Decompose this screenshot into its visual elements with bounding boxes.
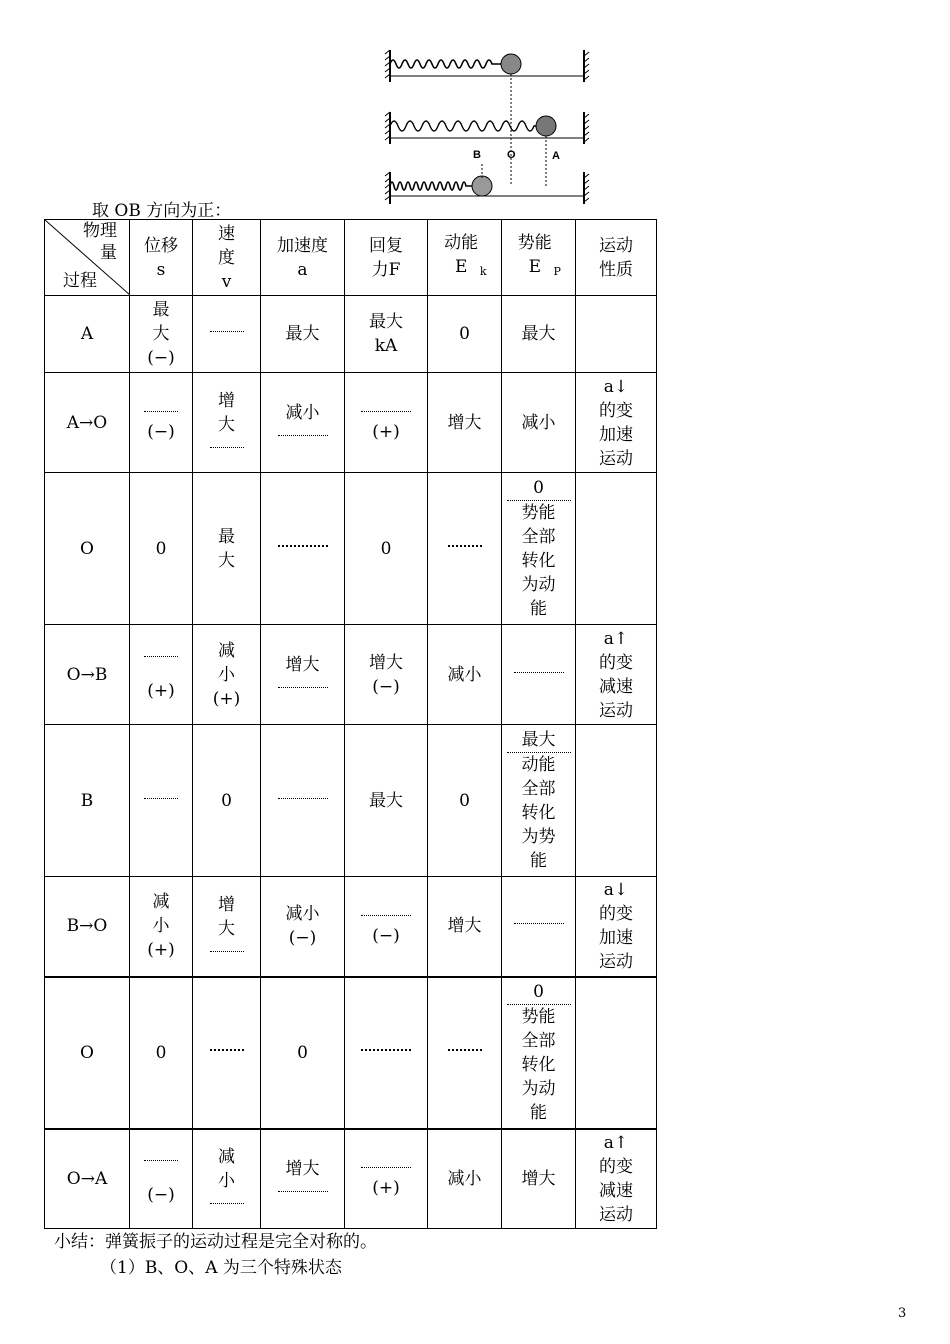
s-cell: (+) [130, 625, 193, 725]
label-o: O [507, 149, 516, 161]
ep-cell: 减小 [502, 373, 576, 473]
process-cell: O [45, 977, 130, 1129]
process-cell: O [45, 473, 130, 625]
diag-bottom-label: 过程 [63, 271, 97, 291]
col-displacement: 位移s [130, 220, 193, 296]
v-cell: 最大 [193, 473, 261, 625]
ep-cell: 最大 [502, 296, 576, 373]
ek-cell [428, 977, 502, 1129]
ek-cell: 增大 [428, 877, 502, 977]
label-a: A [552, 150, 560, 162]
ep-cell [502, 625, 576, 725]
col-potential-energy: 势能E $_P$ [502, 220, 576, 296]
nature-cell: a↓的变加速运动 [576, 877, 657, 977]
ek-cell: 减小 [428, 625, 502, 725]
nature-cell [576, 473, 657, 625]
a-cell: 最大 [261, 296, 345, 373]
v-cell [193, 977, 261, 1129]
ep-cell: 0 势能全部转化为动能 [502, 977, 576, 1129]
table-row [45, 373, 657, 473]
a-cell: 增大 [261, 1129, 345, 1229]
v-cell: 0 [193, 725, 261, 877]
page-number: 3 [898, 1306, 907, 1321]
label-b: B [473, 149, 481, 161]
s-cell: 0 [130, 977, 193, 1129]
a-cell: 减小 [261, 373, 345, 473]
s-cell [130, 725, 193, 877]
process-cell: B→O [45, 877, 130, 977]
nature-cell [576, 977, 657, 1129]
spring-oscillator-figure [384, 44, 590, 206]
a-cell [261, 725, 345, 877]
nature-cell: a↓的变加速运动 [576, 373, 657, 473]
intro-text: 取 OB 方向为正： [92, 201, 232, 221]
v-cell: 增大 [193, 877, 261, 977]
ek-cell [428, 473, 502, 625]
ek-cell: 减小 [428, 1129, 502, 1229]
ek-cell: 0 [428, 296, 502, 373]
diag-top-label: 物理量 [83, 221, 117, 263]
s-cell: 减小 (+) [130, 877, 193, 977]
v-cell: 减小 (+) [193, 625, 261, 725]
diag-header-cell [45, 220, 130, 296]
table-row [45, 296, 657, 373]
f-cell: (−) [345, 877, 428, 977]
nature-cell [576, 725, 657, 877]
f-cell: 最大 [345, 725, 428, 877]
ek-cell: 0 [428, 725, 502, 877]
ep-cell: 0 势能全部转化为动能 [502, 473, 576, 625]
v-cell: 增大 [193, 373, 261, 473]
table-row [45, 473, 657, 625]
process-cell: A [45, 296, 130, 373]
ep-cell: 最大 动能全部转化为势能 [502, 725, 576, 877]
nature-cell: a↑的变减速运动 [576, 625, 657, 725]
s-cell: 最大 (−) [130, 296, 193, 373]
ek-cell: 增大 [428, 373, 502, 473]
v-cell: 减小 [193, 1129, 261, 1229]
table-row [45, 1129, 657, 1229]
table-row [45, 877, 657, 977]
nature-cell [576, 296, 657, 373]
a-cell [261, 473, 345, 625]
a-cell: 增大 [261, 625, 345, 725]
col-restoring-force: 回复力F [345, 220, 428, 296]
s-cell: 0 [130, 473, 193, 625]
col-acceleration: 加速度a [261, 220, 345, 296]
s-cell: (−) [130, 1129, 193, 1229]
table-row [45, 725, 657, 877]
motion-table [44, 219, 657, 1229]
process-cell: O→A [45, 1129, 130, 1229]
col-motion-nature: 运动性质 [576, 220, 657, 296]
a-cell: 减小 (−) [261, 877, 345, 977]
summary-text: 小结：弹簧振子的运动过程是完全对称的。 [54, 1232, 377, 1252]
s-cell: (−) [130, 373, 193, 473]
table-row [45, 625, 657, 725]
col-kinetic-energy: 动能E $_k$ [428, 220, 502, 296]
f-cell: 最大 kA [345, 296, 428, 373]
process-cell: O→B [45, 625, 130, 725]
table-row [45, 977, 657, 1129]
header-row [45, 220, 657, 296]
f-cell [345, 977, 428, 1129]
f-cell: (+) [345, 1129, 428, 1229]
v-cell [193, 296, 261, 373]
f-cell: 增大 (−) [345, 625, 428, 725]
process-cell: A→O [45, 373, 130, 473]
f-cell: (+) [345, 373, 428, 473]
f-cell: 0 [345, 473, 428, 625]
ep-cell: 增大 [502, 1129, 576, 1229]
ep-cell [502, 877, 576, 977]
process-cell: B [45, 725, 130, 877]
point-one-text: （1）B、O、A 为三个特殊状态 [100, 1258, 342, 1278]
a-cell: 0 [261, 977, 345, 1129]
col-velocity: 速度v [193, 220, 261, 296]
nature-cell: a↑的变减速运动 [576, 1129, 657, 1229]
